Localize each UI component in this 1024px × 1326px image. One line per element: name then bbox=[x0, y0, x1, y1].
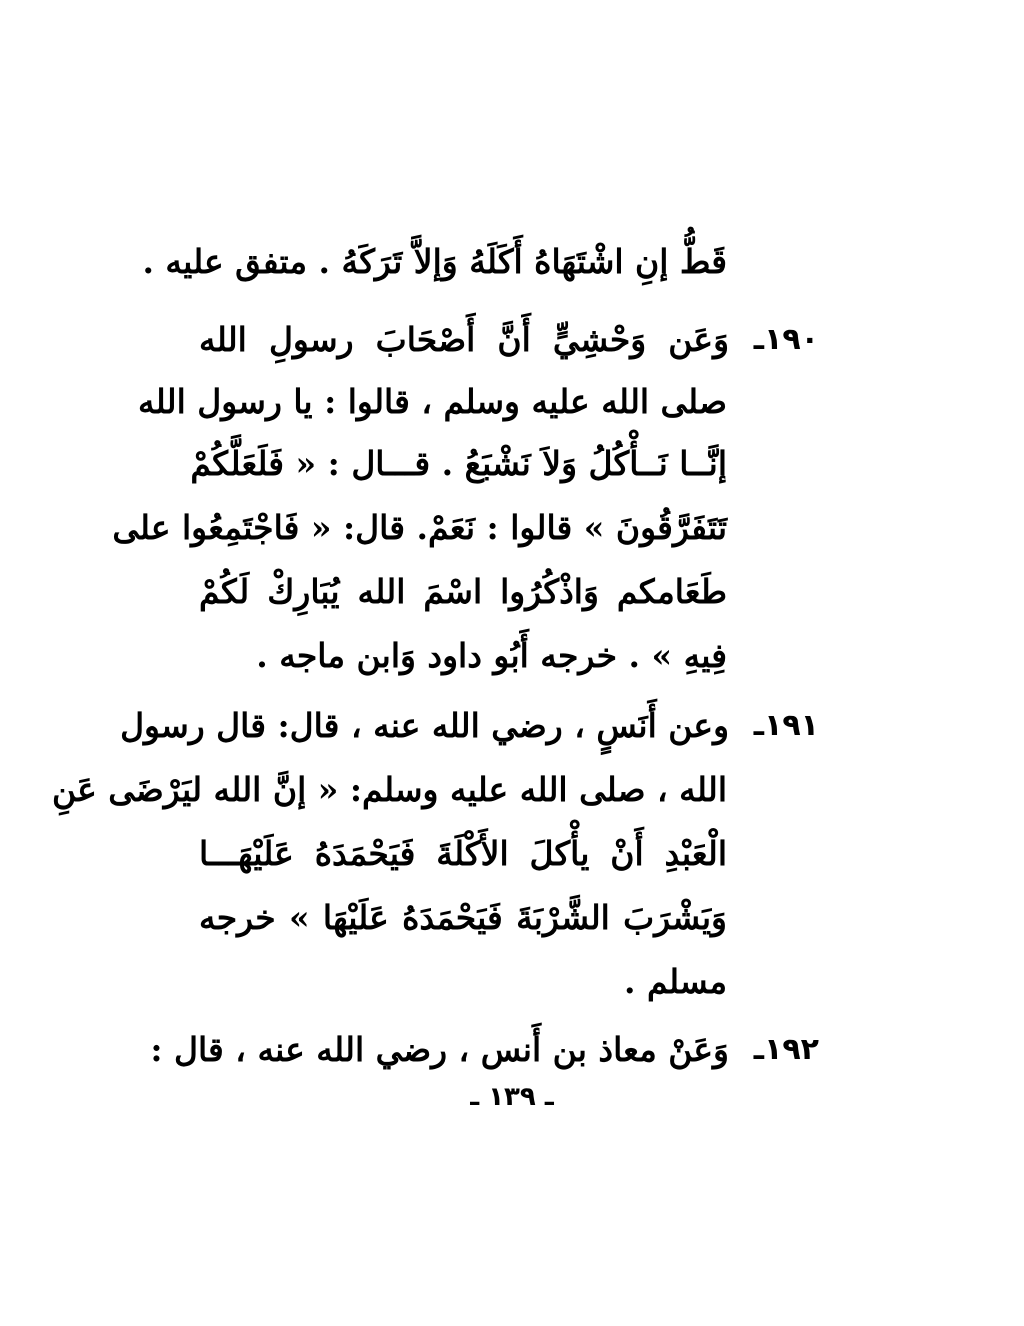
text-line: مسلم . bbox=[624, 962, 727, 1001]
text-line: تَتَفَرَّقُونَ » قالوا : نَعَمْ. قال: « فَاجْتَمِعُوا على bbox=[112, 508, 727, 547]
page-number: ـ ١٣٩ ـ bbox=[470, 1082, 554, 1112]
text-line: فِيهِ » . خرجه أَبُو داود وَابن ماجه . bbox=[256, 636, 727, 675]
hadith-number: ١٩٠ـ bbox=[753, 322, 819, 357]
text-line: وَيَشْرَبَ الشَّرْبَةَ فَيَحْمَدَهُ عَلَيْهَا » خرجه bbox=[199, 898, 727, 937]
text-line: وَعَن وَحْشِيٍّ أَنَّ أَصْحَابَ رسولِ الله bbox=[199, 320, 729, 359]
text-line: صلى الله عليه وسلم ، قالوا : يا رسول الله bbox=[137, 382, 727, 421]
hadith-number: ١٩١ـ bbox=[753, 708, 819, 743]
hadith-number: ١٩٢ـ bbox=[753, 1032, 819, 1067]
text-line: الْعَبْدِ أَنْ يأْكلَ الأَكْلَةَ فَيَحْمَدَهُ عَلَيْهَـــا bbox=[199, 834, 727, 873]
hadith-190-first-line bbox=[199, 310, 819, 370]
hadith-192-first-line bbox=[150, 1020, 819, 1080]
text-line: الله ، صلى الله عليه وسلم: « إنَّ الله ليَرْضَى عَنِ bbox=[51, 770, 727, 809]
text-line: إنَّــا نَــأْكُلُ وَلاَ نَشْبَعُ . قـــال : « فَلَعَلَّكُمْ bbox=[190, 444, 727, 483]
text-line: طَعَامكم وَاذْكُرُوا اسْمَ الله يُبَارِكْ لَكُمْ bbox=[199, 572, 727, 611]
text-line: قَطُّ إنِ اشْتَهَاهُ أَكَلَهُ وَإلاَّ تَرَكَهُ . متفق عليه . bbox=[142, 242, 727, 281]
hadith-191-first-line bbox=[120, 696, 819, 756]
text-line: وعن أَنَسٍ ، رضي الله عنه ، قال: قال رسول bbox=[120, 706, 729, 745]
text-line: وَعَنْ معاذ بن أَنس ، رضي الله عنه ، قال : bbox=[150, 1030, 729, 1069]
